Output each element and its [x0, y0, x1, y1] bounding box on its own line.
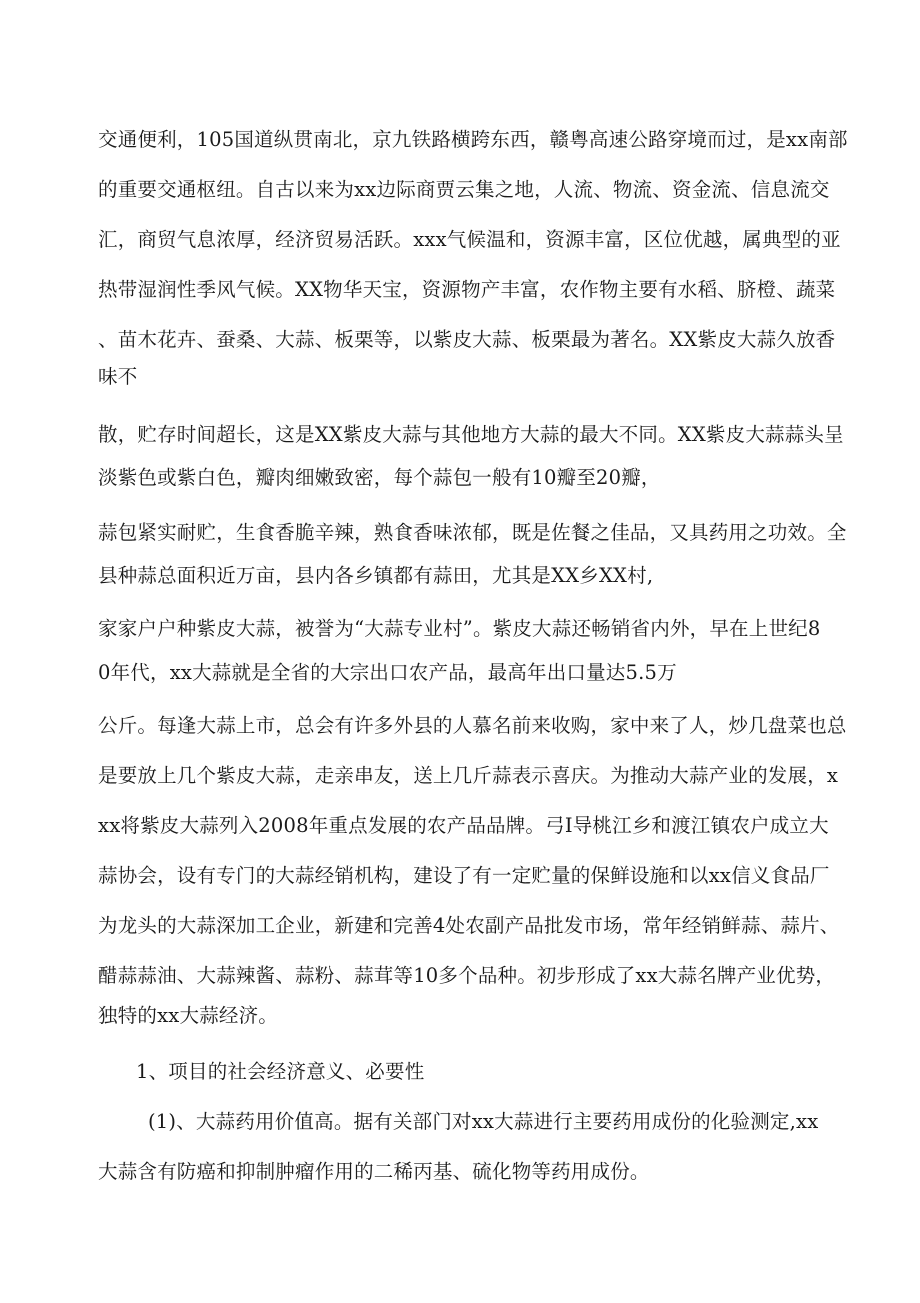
text-line: (1)、大蒜药用价值高。据有关部门对xx大蒜进行主要药用成份的化验测定,xx: [148, 1110, 819, 1133]
text-line: xx将紫皮大蒜列入2008年重点发展的农产品品牌。弓I导桃江乡和渡江镇农户成立大: [98, 814, 829, 837]
text-line: 交通便利，105国道纵贯南北，京九铁路横跨东西，赣粤高速公路穿境而过，是xx南部: [98, 128, 848, 151]
text-line: 0年代，xx大蒜就是全省的大宗出口农产品，最高年出口量达5.5万: [98, 661, 677, 684]
text-line: 、苗木花卉、蚕桑、大蒜、板栗等，以紫皮大蒜、板栗最为著名。XX紫皮大蒜久放香: [98, 328, 836, 351]
text-line: 味不: [98, 365, 138, 388]
text-line: 热带湿润性季风气候。XX物华天宝，资源物产丰富，农作物主要有水稻、脐橙、蔬菜: [98, 278, 836, 301]
text-line: 蒜协会，设有专门的大蒜经销机构，建设了有一定贮量的保鲜设施和以xx信义食品厂: [98, 864, 830, 887]
text-line: 独特的xx大蒜经济。: [98, 1004, 278, 1027]
text-line: 蒜包紧实耐贮，生食香脆辛辣，熟食香味浓郁，既是佐餐之佳品，又具药用之功效。全: [98, 521, 847, 544]
text-line: 散，贮存时间超长，这是XX紫皮大蒜与其他地方大蒜的最大不同。XX紫皮大蒜蒜头呈: [98, 423, 844, 446]
section-heading: 1、项目的社会经济意义、必要性: [136, 1060, 425, 1083]
text-line: 的重要交通枢纽。自古以来为xx边际商贾云集之地，人流、物流、资金流、信息流交: [98, 178, 830, 201]
text-line: 醋蒜蒜油、大蒜辣酱、蒜粉、蒜茸等10多个品种。初步形成了xx大蒜名牌产业优势，: [98, 964, 836, 987]
text-line: 大蒜含有防癌和抑制肿瘤作用的二稀丙基、硫化物等药用成份。: [98, 1160, 650, 1183]
text-line: 为龙头的大蒜深加工企业，新建和完善4处农副产品批发市场，常年经销鲜蒜、蒜片、: [98, 914, 840, 937]
text-line: 汇，商贸气息浓厚，经济贸易活跃。xxx气候温和，资源丰富，区位优越，属典型的亚: [98, 228, 841, 251]
text-line: 淡紫色或紫白色，瓣肉细嫩致密，每个蒜包一般有10瓣至20瓣，: [98, 466, 661, 489]
text-line: 家家户户种紫皮大蒜，被誉为“大蒜专业村”。紫皮大蒜还畅销省内外，早在上世纪8: [98, 617, 821, 640]
text-line: 县种蒜总面积近万亩，县内各乡镇都有蒜田，尤其是XX乡XX村,: [98, 564, 654, 587]
text-line: 公斤。每逢大蒜上市，总会有许多外县的人慕名前来收购，家中来了人，炒几盘菜也总: [98, 714, 847, 737]
text-line: 是要放上几个紫皮大蒜，走亲串友，送上几斤蒜表示喜庆。为推动大蒜产业的发展，x: [98, 764, 839, 787]
